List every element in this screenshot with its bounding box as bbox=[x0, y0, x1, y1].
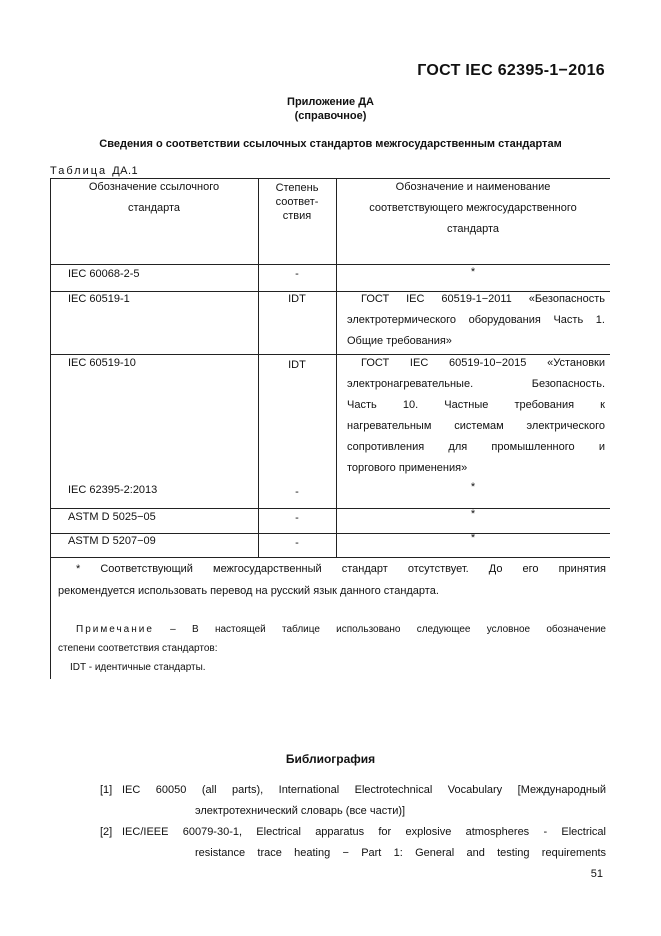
cell-standard bbox=[347, 289, 605, 352]
cell-standard: * bbox=[470, 508, 476, 520]
cell-standard: * bbox=[470, 481, 476, 493]
note-prefix: Примечание bbox=[76, 624, 154, 635]
header-line: Степень bbox=[275, 182, 319, 194]
header-line: соответ- bbox=[275, 196, 319, 208]
footnote-line: * Соответствующий межгосударственный стандарт отсутствует. До его принятия bbox=[76, 563, 606, 575]
appendix-heading: Сведения о соответствии ссылочных стандартов межгосударственным стандартам bbox=[99, 138, 562, 150]
header-line: Обозначение и наименование bbox=[395, 181, 551, 193]
cell-line: ГОСТ IEC 60519-1−2011 «Безопасность bbox=[361, 293, 605, 305]
cell-reference: ASTM D 5025−05 bbox=[68, 511, 156, 523]
table-label-number: ДА.1 bbox=[112, 165, 139, 177]
appendix-subtitle: (справочное) bbox=[294, 110, 367, 122]
header-line: стандарта bbox=[446, 223, 500, 235]
table-left-border bbox=[50, 178, 51, 558]
cell-reference: IEC 60519-10 bbox=[68, 357, 136, 369]
header-line: ствия bbox=[282, 210, 312, 222]
cell-standard: * bbox=[470, 266, 476, 278]
document-code: ГОСТ IEC 62395-1−2016 bbox=[417, 62, 605, 79]
bibliography-line: IEC/IEEE 60079-30-1, Electrical apparatus for explosive atmospheres - Electrical bbox=[122, 826, 606, 838]
note-line: IDT - идентичные стандарты. bbox=[70, 662, 206, 673]
cell-reference: ASTM D 5207−09 bbox=[68, 535, 156, 547]
cell-line: электротермического оборудования Часть 1. bbox=[347, 314, 605, 326]
cell-degree: - bbox=[295, 537, 299, 549]
cell-degree: - bbox=[295, 486, 299, 498]
note-text: – В настоящей таблице использовано следующее условное обозначение bbox=[170, 624, 606, 635]
table-column-divider-2 bbox=[336, 178, 337, 558]
cell-degree: IDT bbox=[288, 293, 306, 305]
cell-degree: IDT bbox=[288, 359, 306, 371]
header-line: соответствующего межгосударственного bbox=[369, 202, 577, 214]
cell-line: электронагревательные. Безопасность. bbox=[347, 378, 605, 390]
header-degree bbox=[260, 177, 334, 223]
bibliography-number: [2] bbox=[100, 826, 113, 838]
cell-line: торгового применения» bbox=[347, 462, 468, 474]
header-line: Обозначение ссылочного bbox=[88, 181, 220, 193]
bibliography-item bbox=[100, 822, 606, 864]
cell-degree: - bbox=[295, 512, 299, 524]
bibliography-line: resistance trace heating − Part 1: General and testing requirements bbox=[195, 847, 606, 859]
cell-line: нагревательным системам электрического bbox=[347, 420, 605, 432]
footnote-line: рекомендуется использовать перевод на русский язык данного стандарта. bbox=[58, 585, 439, 597]
table-label bbox=[50, 165, 138, 177]
header-interstate-standard bbox=[338, 177, 608, 240]
note-line: степени соответствия стандартов: bbox=[58, 643, 218, 654]
page-number: 51 bbox=[590, 868, 603, 880]
table-column-divider-1 bbox=[258, 178, 259, 558]
bibliography-number: [1] bbox=[100, 784, 113, 796]
cell-standard bbox=[347, 353, 605, 479]
cell-reference: IEC 60519-1 bbox=[68, 293, 130, 305]
cell-line: Общие требования» bbox=[347, 335, 452, 347]
note-line bbox=[58, 620, 606, 639]
header-reference-standard bbox=[52, 177, 256, 219]
cell-reference: IEC 62395-2:2013 bbox=[68, 484, 158, 496]
appendix-title: Приложение ДА bbox=[287, 96, 374, 108]
cell-degree: - bbox=[295, 268, 299, 280]
bibliography-item bbox=[100, 780, 606, 822]
cell-line: ГОСТ IEC 60519-10−2015 «Установки bbox=[361, 357, 605, 369]
header-line: стандарта bbox=[127, 202, 181, 214]
cell-standard: * bbox=[470, 532, 476, 544]
bibliography-line: электротехнический словарь (все части)] bbox=[195, 805, 406, 817]
cell-line: Часть 10. Частные требования к bbox=[347, 399, 605, 411]
footnote-left-border bbox=[50, 557, 51, 679]
table-note bbox=[58, 620, 606, 677]
bibliography-line: IEC 60050 (all parts), International Electrotechnical Vocabulary [Международный bbox=[122, 784, 606, 796]
cell-line: сопротивления для промышленного и bbox=[347, 441, 605, 453]
bibliography-title: Библиография bbox=[285, 752, 376, 766]
table-label-prefix: Таблица bbox=[50, 165, 108, 177]
table-footnote bbox=[58, 558, 606, 602]
cell-reference: IEC 60068-2-5 bbox=[68, 268, 140, 280]
